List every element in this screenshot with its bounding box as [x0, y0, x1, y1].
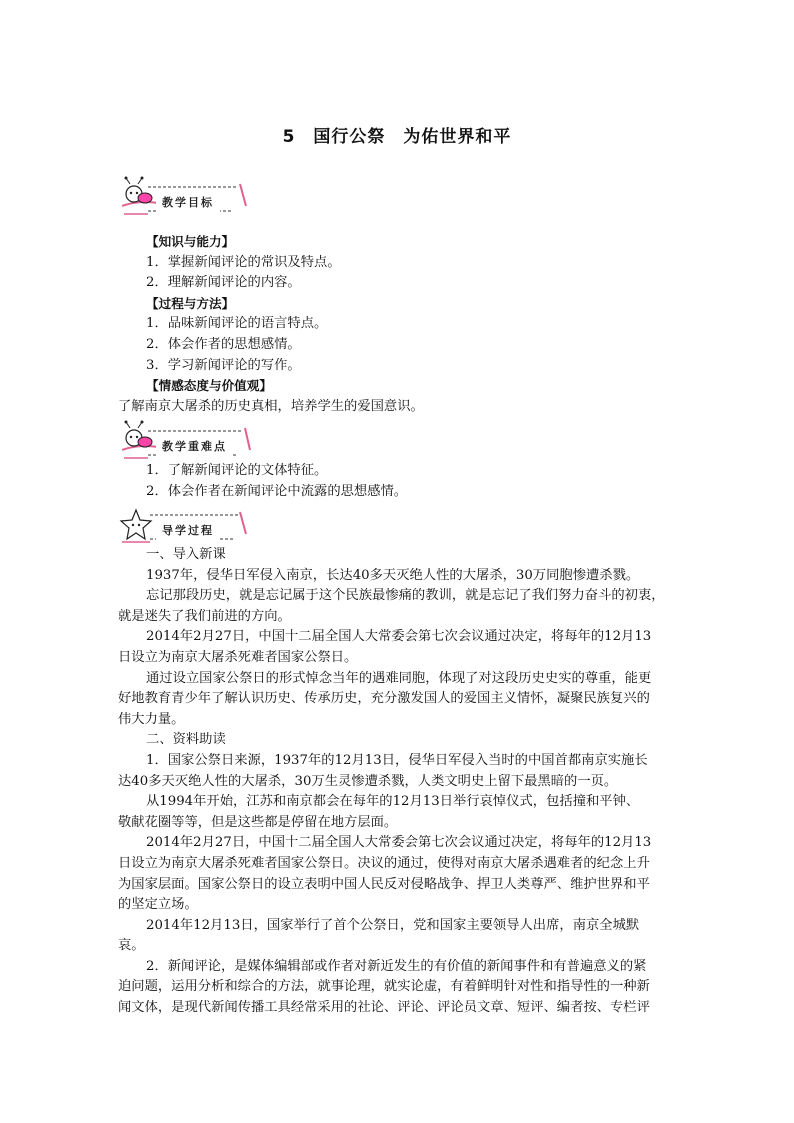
subheading: 一、导入新课	[146, 547, 226, 562]
list-item: 1．了解新闻评论的文体特征。	[146, 463, 328, 478]
paragraph-line: 1937年，侵华日军侵入南京，长达40多天灭绝人性的大屠杀，30万同胞惨遭杀戮。	[146, 567, 640, 583]
list-item: 2．体会作者的思想感情。	[146, 336, 301, 352]
paragraph-line: 伟大力量。	[118, 711, 185, 727]
section-header-key-points	[118, 420, 253, 464]
paragraph-line: 为国家层面。国家公祭日的设立表明中国人民反对侵略战争、捍卫人类尊严、维护世界和平	[118, 876, 650, 892]
paragraph-line: 2014年2月27日，中国十二届全国人大常委会第七次会议通过决定，将每年的12月13	[146, 835, 652, 851]
paragraph-line: 忘记那段历史，就是忘记属于这个民族最惨痛的教训，就是忘记了我们努力奋斗的初衷，	[146, 588, 665, 604]
paragraph-line: 了解南京大屠杀的历史真相，培养学生的爱国意识。	[118, 398, 424, 414]
subheading: 【过程与方法】	[146, 295, 235, 311]
list-item: 1．品味新闻评论的语言特点。	[146, 316, 328, 332]
paragraph-line: 就是迷失了我们前进的方向。	[118, 608, 291, 624]
process-block	[118, 545, 674, 1019]
list-item: 1．掌握新闻评论的常识及特点。	[146, 254, 341, 270]
paragraph-line: 从1994年开始，江苏和南京都会在每年的12月13日举行哀悼仪式，包括撞和平钟、	[146, 794, 640, 810]
section-label: 导学过程	[156, 522, 220, 540]
paragraph-line: 通过设立国家公祭日的形式悼念当年的遇难同胞，体现了对这段历史史实的尊重，能更	[146, 670, 652, 686]
paragraph-line: 2．新闻评论，是媒体编辑部或作者对新近发生的有价值的新闻事件和有普遍意义的紧	[146, 958, 647, 974]
paragraph-line: 敬献花圈等等，但是这些都是停留在地方层面。	[118, 814, 398, 830]
paragraph-line: 日设立为南京大屠杀死难者国家公祭日。决议的通过，使得对南京大屠杀遇难者的纪念上升	[118, 855, 650, 871]
paragraph-line: 的坚定立场。	[118, 897, 198, 913]
list-item: 2．理解新闻评论的内容。	[146, 275, 301, 291]
list-item: 2．体会作者在新闻评论中流露的思想感情。	[146, 483, 408, 499]
paragraph-line: 2014年12月13日，国家举行了首个公祭日，党和国家主要领导人出席，南京全城默	[146, 917, 640, 933]
key-points-block	[118, 461, 674, 502]
paragraph-line: 闻文体，是现代新闻传播工具经常采用的社论、评论、评论员文章、短评、编者按、专栏评	[118, 1000, 650, 1016]
section-label: 教学目标	[156, 194, 220, 212]
paragraph-line: 好地教育青少年了解认识历史、传承历史，充分激发国人的爱国主义情怀，凝聚民族复兴的	[118, 691, 650, 707]
section-header-process	[118, 504, 253, 548]
paragraph-line: 迫问题，运用分析和综合的方法，就事论理，就实论虚，有着鲜明针对性和指导性的一种新	[118, 979, 650, 995]
paragraph-line: 日设立为南京大屠杀死难者国家公祭日。	[118, 649, 358, 665]
paragraph-line: 1．国家公祭日来源，1937年的12月13日，侵华日军侵入当时的中国首都南京实施长	[146, 752, 648, 768]
list-item: 3．学习新闻评论的写作。	[146, 357, 301, 373]
subheading: 【情感态度与价值观】	[146, 378, 272, 394]
paragraph-line: 哀。	[118, 938, 145, 954]
paragraph-line: 达40多天灭绝人性的大屠杀，30万生灵惨遭杀戮，人类文明史上留下最黑暗的一页。	[118, 773, 618, 789]
subheading: 【知识与能力】	[146, 234, 235, 249]
paragraph-line: 2014年2月27日，中国十二届全国人大常委会第七次会议通过决定，将每年的12月13	[146, 629, 652, 645]
section-header-goals	[118, 176, 253, 220]
subheading: 二、资料助读	[146, 732, 226, 748]
goals-block	[118, 232, 674, 417]
section-label: 教学重难点	[156, 438, 233, 456]
lesson-title: 5 国行公祭 为佑世界和平	[282, 127, 512, 147]
